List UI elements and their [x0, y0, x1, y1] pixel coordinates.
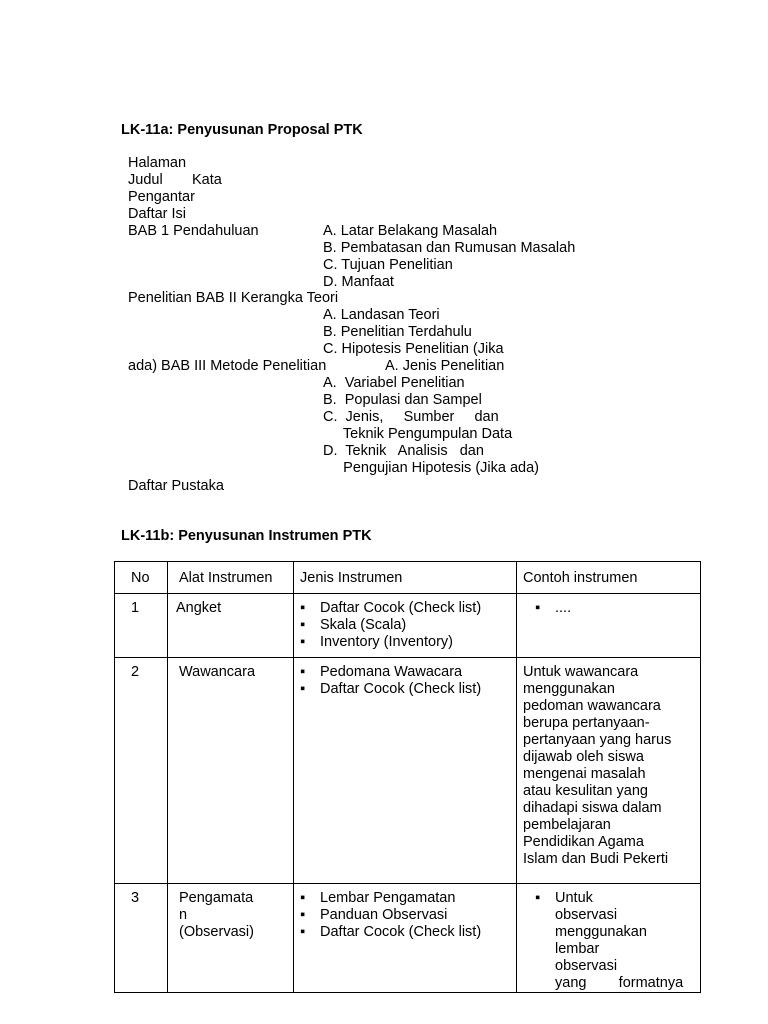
cell-contoh — [517, 884, 701, 993]
outline-bab1: BAB 1 Pendahuluan — [128, 223, 259, 239]
outline-pengantar: Pengantar — [128, 189, 195, 205]
header-alat: Alat Instrumen — [168, 562, 294, 594]
list-item: ▪ .... — [529, 600, 700, 617]
bab1-item: C. Tujuan Penelitian — [323, 257, 453, 273]
section-b-title: LK-11b: Penyusunan Instrumen PTK — [121, 528, 372, 544]
contoh-line: menggunakan — [523, 681, 615, 697]
contoh-line: Islam dan Budi Pekerti — [523, 851, 669, 867]
contoh-line: lembar — [555, 941, 600, 957]
contoh-line: Untuk wawancara — [523, 664, 639, 680]
table-row — [115, 658, 701, 884]
outline-judul: Judul — [128, 172, 163, 188]
contoh-line: pertanyaan yang harus — [523, 732, 672, 748]
bab3-first-item: A. Jenis Penelitian — [385, 358, 505, 374]
bab2-item: C. Hipotesis Penelitian (Jika — [323, 341, 504, 357]
list-item: ▪ Lembar Pengamatan — [294, 890, 516, 907]
cell-no: 3 — [115, 884, 168, 993]
cell-alat — [168, 884, 294, 993]
cell-alat: Wawancara — [168, 658, 294, 884]
header-contoh: Contoh instrumen — [517, 562, 701, 594]
bab3-item: Teknik Pengumpulan Data — [323, 426, 513, 442]
outline-bab3: ada) BAB III Metode Penelitian — [128, 358, 327, 374]
contoh-line: berupa pertanyaan- — [523, 715, 650, 731]
outline-kata: Kata — [192, 172, 222, 188]
cell-no: 2 — [115, 658, 168, 884]
cell-alat: Angket — [168, 594, 294, 658]
contoh-line: pembelajaran — [523, 817, 611, 833]
cell-jenis — [294, 594, 517, 658]
list-item: ▪ Daftar Cocok (Check list) — [294, 600, 516, 617]
contoh-line: mengenai masalah — [523, 766, 646, 782]
alat-line: n — [179, 907, 188, 923]
section-a-title: LK-11a: Penyusunan Proposal PTK — [121, 122, 363, 138]
contoh-line: observasi — [555, 907, 618, 923]
bab3-item: D. Teknik Analisis dan — [323, 443, 484, 459]
bab2-item: B. Penelitian Terdahulu — [323, 324, 472, 340]
contoh-line: dihadapi siswa dalam — [523, 800, 662, 816]
contoh-line: yang formatnya — [555, 975, 684, 991]
contoh-line: pedoman wawancara — [523, 698, 661, 714]
outline-halaman: Halaman — [128, 155, 187, 171]
list-item: ▪ Pedomana Wawacara — [294, 664, 516, 681]
cell-jenis — [294, 658, 517, 884]
outline-daftar-isi: Daftar Isi — [128, 206, 187, 222]
bab3-item: B. Populasi dan Sampel — [323, 392, 482, 408]
bab1-item: A. Latar Belakang Masalah — [323, 223, 498, 239]
contoh-line: dijawab oleh siswa — [523, 749, 644, 765]
bab3-item: C. Jenis, Sumber dan — [323, 409, 499, 425]
list-item: ▪ Daftar Cocok (Check list) — [294, 924, 516, 941]
cell-contoh — [517, 658, 701, 884]
outline-bab2: Penelitian BAB II Kerangka Teori — [128, 290, 339, 306]
bab3-item: A. Variabel Penelitian — [323, 375, 465, 391]
header-no: No — [115, 562, 168, 594]
list-item: ▪ Inventory (Inventory) — [294, 634, 516, 651]
bab2-item: A. Landasan Teori — [323, 307, 440, 323]
bab1-item: B. Pembatasan dan Rumusan Masalah — [323, 240, 576, 256]
header-jenis: Jenis Instrumen — [294, 562, 517, 594]
list-item: ▪ Daftar Cocok (Check list) — [294, 681, 516, 698]
cell-contoh — [517, 594, 701, 658]
outline-daftar-pustaka: Daftar Pustaka — [128, 478, 224, 494]
contoh-line: Pendidikan Agama — [523, 834, 644, 850]
cell-jenis — [294, 884, 517, 993]
contoh-line: atau kesulitan yang — [523, 783, 648, 799]
instrument-table — [114, 561, 701, 993]
cell-no: 1 — [115, 594, 168, 658]
contoh-line: ▪ Untuk — [555, 890, 593, 906]
alat-line: Pengamata — [179, 890, 254, 906]
contoh-line: menggunakan — [555, 924, 647, 940]
alat-line: (Observasi) — [179, 924, 254, 940]
list-item: ▪ Skala (Scala) — [294, 617, 516, 634]
contoh-line: observasi — [555, 958, 618, 974]
bab3-item: Pengujian Hipotesis (Jika ada) — [323, 460, 539, 476]
table-row — [115, 594, 701, 658]
bab1-item: D. Manfaat — [323, 274, 394, 290]
table-row — [115, 884, 701, 993]
table-header-row — [115, 562, 701, 594]
list-item — [529, 890, 700, 992]
list-item: ▪ Panduan Observasi — [294, 907, 516, 924]
